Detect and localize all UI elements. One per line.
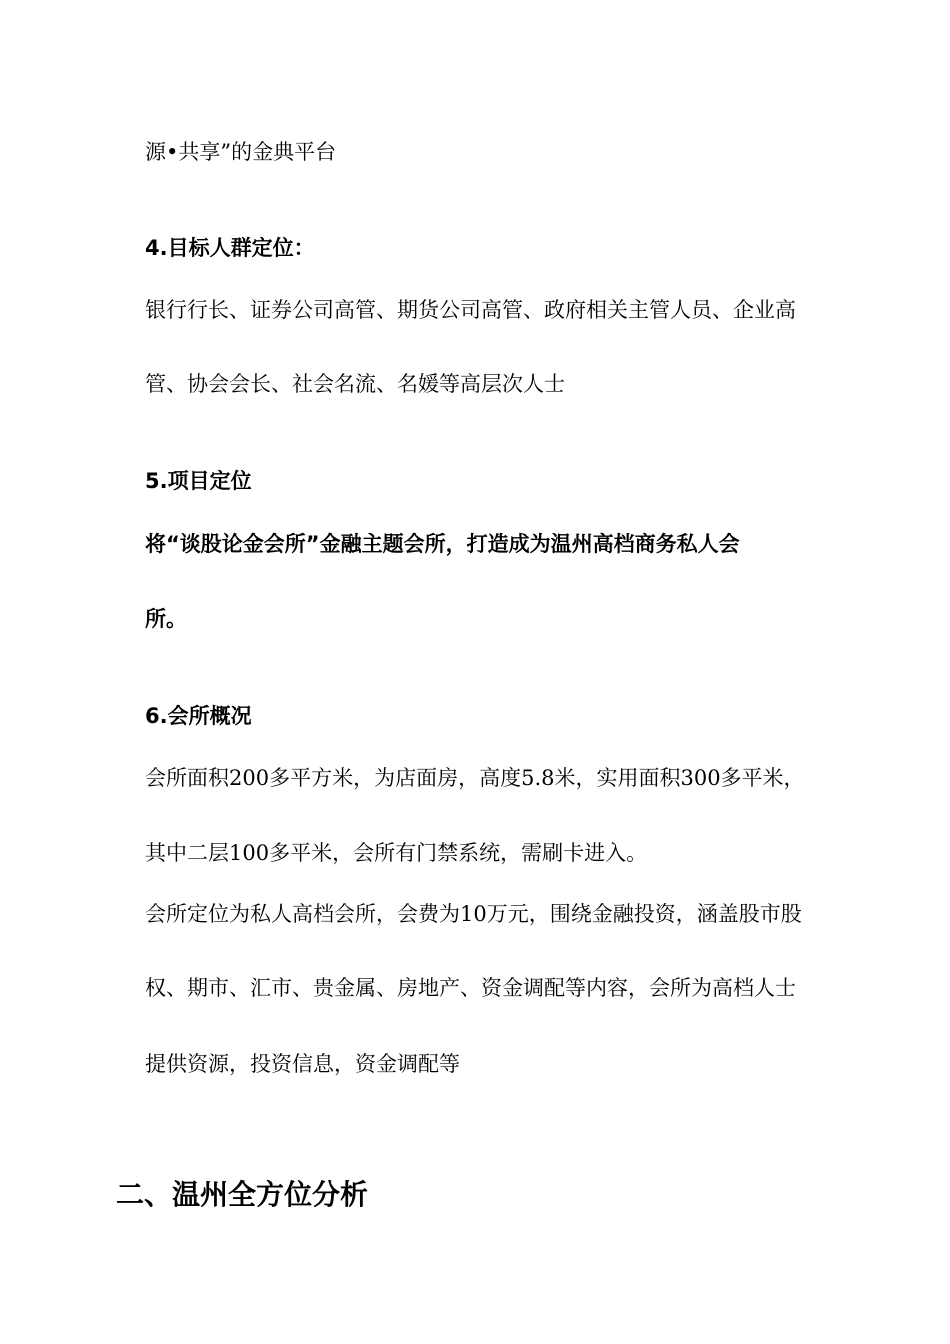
paragraph-line-overview-2: 其中二层100多平米，会所有门禁系统，需刷卡进入。 — [145, 841, 648, 865]
paragraph-line-overview-5: 提供资源，投资信息，资金调配等 — [145, 1052, 460, 1076]
paragraph-line-overview-4: 权、期市、汇市、贵金属、房地产、资金调配等内容，会所为高档人士 — [145, 976, 796, 1000]
heading-target-audience: 4.目标人群定位： — [145, 236, 315, 260]
heading-club-overview: 6.会所概况 — [145, 704, 252, 728]
paragraph-line-positioning-2: 所。 — [145, 607, 187, 631]
paragraph-line-positioning-1: 将“谈股论金会所”金融主题会所，打造成为温州高档商务私人会 — [145, 532, 740, 556]
heading-project-positioning: 5.项目定位 — [145, 469, 252, 493]
paragraph-line-audience-2: 管、协会会长、社会名流、名媛等高层次人士 — [145, 372, 565, 396]
paragraph-line-audience-1: 银行行长、证券公司高管、期货公司高管、政府相关主管人员、企业高 — [145, 298, 796, 322]
paragraph-line-overview-3: 会所定位为私人高档会所，会费为10万元，围绕金融投资，涵盖股市股 — [145, 902, 802, 926]
paragraph-line-overview-1: 会所面积200多平方米，为店面房，高度5.8米，实用面积300多平米， — [145, 766, 805, 790]
section-heading-wenzhou-analysis: 二、温州全方位分析 — [116, 1178, 369, 1211]
paragraph-line-continuation: 源•共享”的金典平台 — [145, 140, 337, 164]
